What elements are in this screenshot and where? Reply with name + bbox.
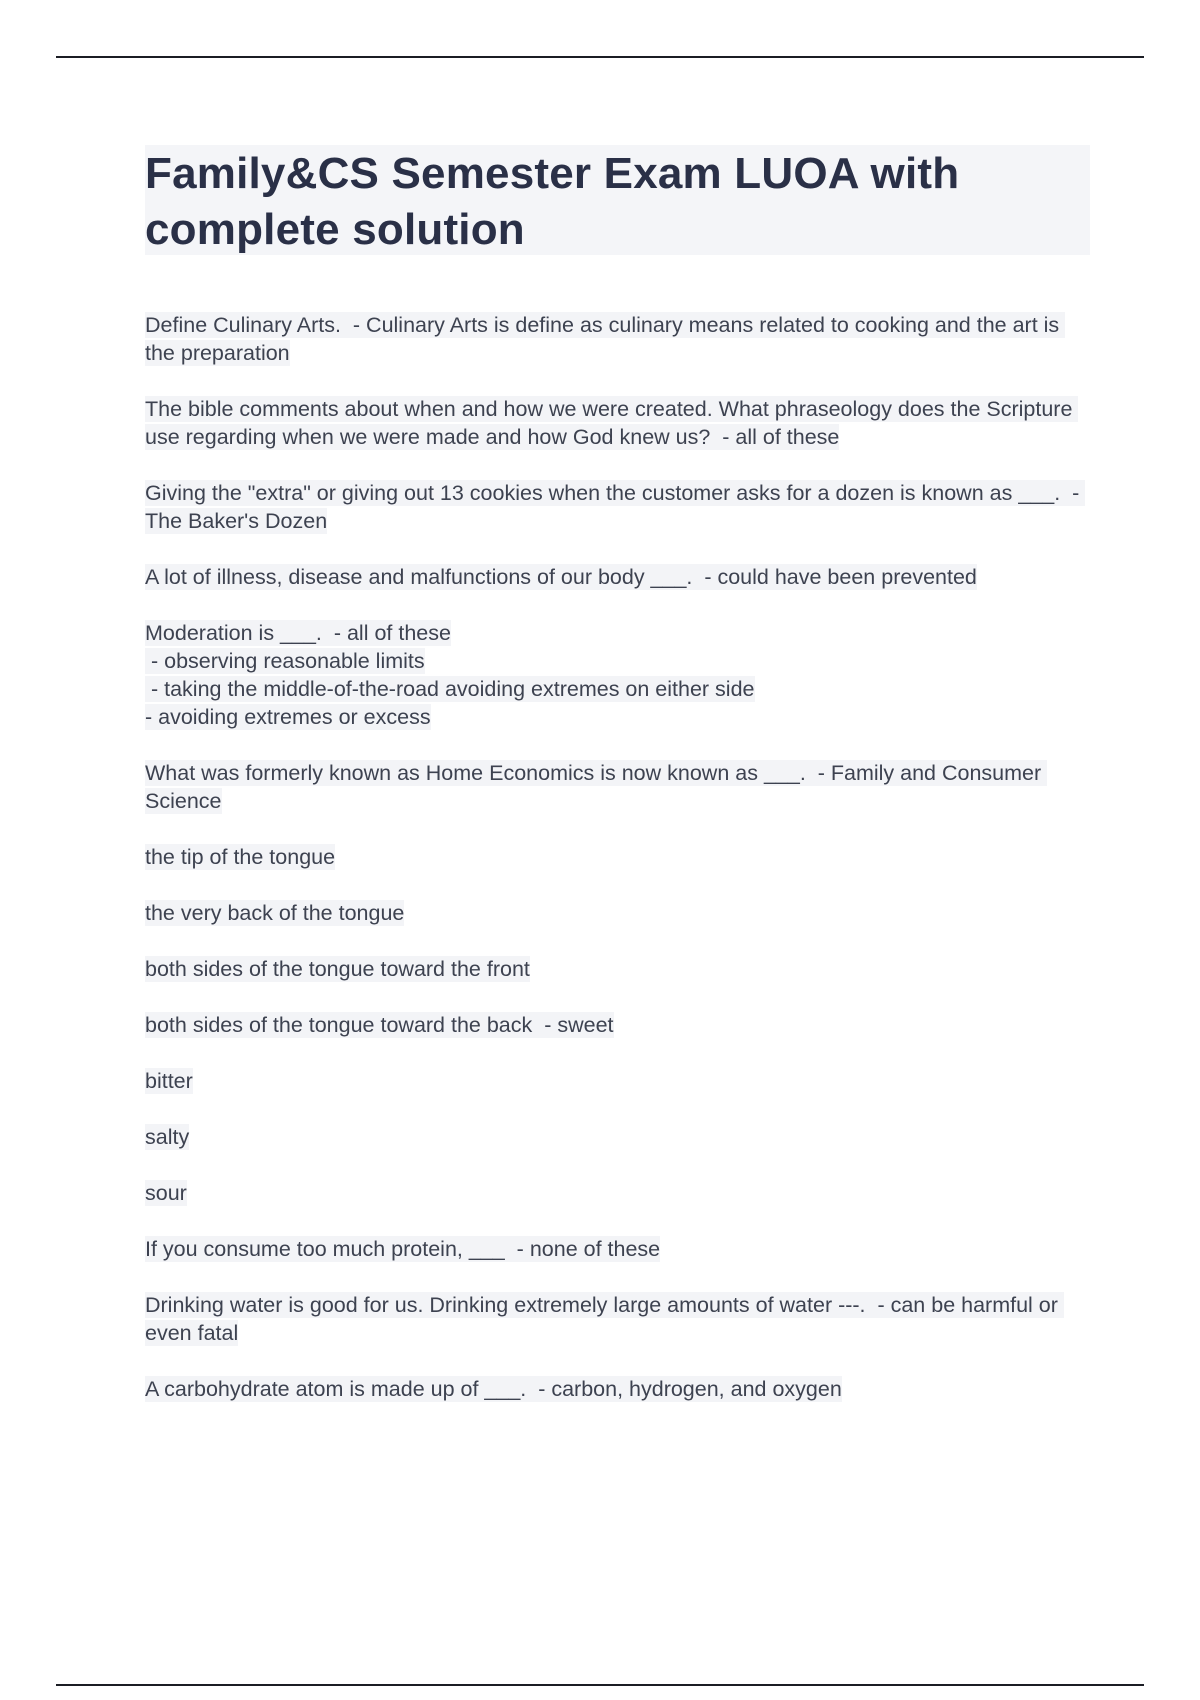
- qa-item: [145, 479, 1095, 535]
- qa-text: both sides of the tongue toward the front: [145, 957, 530, 981]
- qa-text: The bible comments about when and how we were created. What phraseology does the Scripture use regarding when we were made and how God knew us? - all of these: [145, 397, 1079, 449]
- qa-item: [145, 563, 1095, 591]
- qa-item: [145, 619, 1095, 731]
- qa-text: salty: [145, 1125, 190, 1149]
- qa-item: [145, 1375, 1095, 1403]
- qa-item: [145, 899, 1095, 927]
- qa-text: the very back of the tongue: [145, 901, 405, 925]
- qa-text: both sides of the tongue toward the back - sweet: [145, 1013, 614, 1037]
- qa-text: Giving the "extra" or giving out 13 cookies when the customer asks for a dozen is known as ___. - The Baker's Dozen: [145, 481, 1085, 533]
- top-rule: [56, 56, 1144, 58]
- qa-text: Drinking water is good for us. Drinking extremely large amounts of water ---. - can be harmful or even fatal: [145, 1293, 1064, 1345]
- qa-text: If you consume too much protein, ___ - none of these: [145, 1237, 661, 1261]
- qa-text: A lot of illness, disease and malfunctions of our body ___. - could have been prevented: [145, 565, 977, 589]
- qa-list: [145, 311, 1095, 1431]
- qa-text: sour: [145, 1181, 187, 1205]
- qa-text: the tip of the tongue: [145, 845, 336, 869]
- qa-item: [145, 1123, 1095, 1151]
- qa-item: [145, 955, 1095, 983]
- document-title: Family&CS Semester Exam LUOA with complete solution: [145, 149, 960, 254]
- qa-item: [145, 1179, 1095, 1207]
- qa-item: [145, 843, 1095, 871]
- qa-item: [145, 1291, 1095, 1347]
- qa-item: [145, 1235, 1095, 1263]
- qa-item: [145, 395, 1095, 451]
- qa-item: [145, 1011, 1095, 1039]
- qa-item: [145, 311, 1095, 367]
- qa-text: Define Culinary Arts. - Culinary Arts is define as culinary means related to cooking and the art is the preparation: [145, 313, 1066, 365]
- qa-text: What was formerly known as Home Economics is now known as ___. - Family and Consumer Science: [145, 761, 1048, 813]
- qa-text: A carbohydrate atom is made up of ___. - carbon, hydrogen, and oxygen: [145, 1377, 842, 1401]
- bottom-rule: [56, 1684, 1144, 1686]
- qa-text: Moderation is ___. - all of these - observing reasonable limits - taking the middle-of-the-road avoiding extremes on either side - avoiding extremes or excess: [145, 621, 755, 729]
- qa-text: bitter: [145, 1069, 193, 1093]
- qa-item: [145, 759, 1095, 815]
- qa-item: [145, 1067, 1095, 1095]
